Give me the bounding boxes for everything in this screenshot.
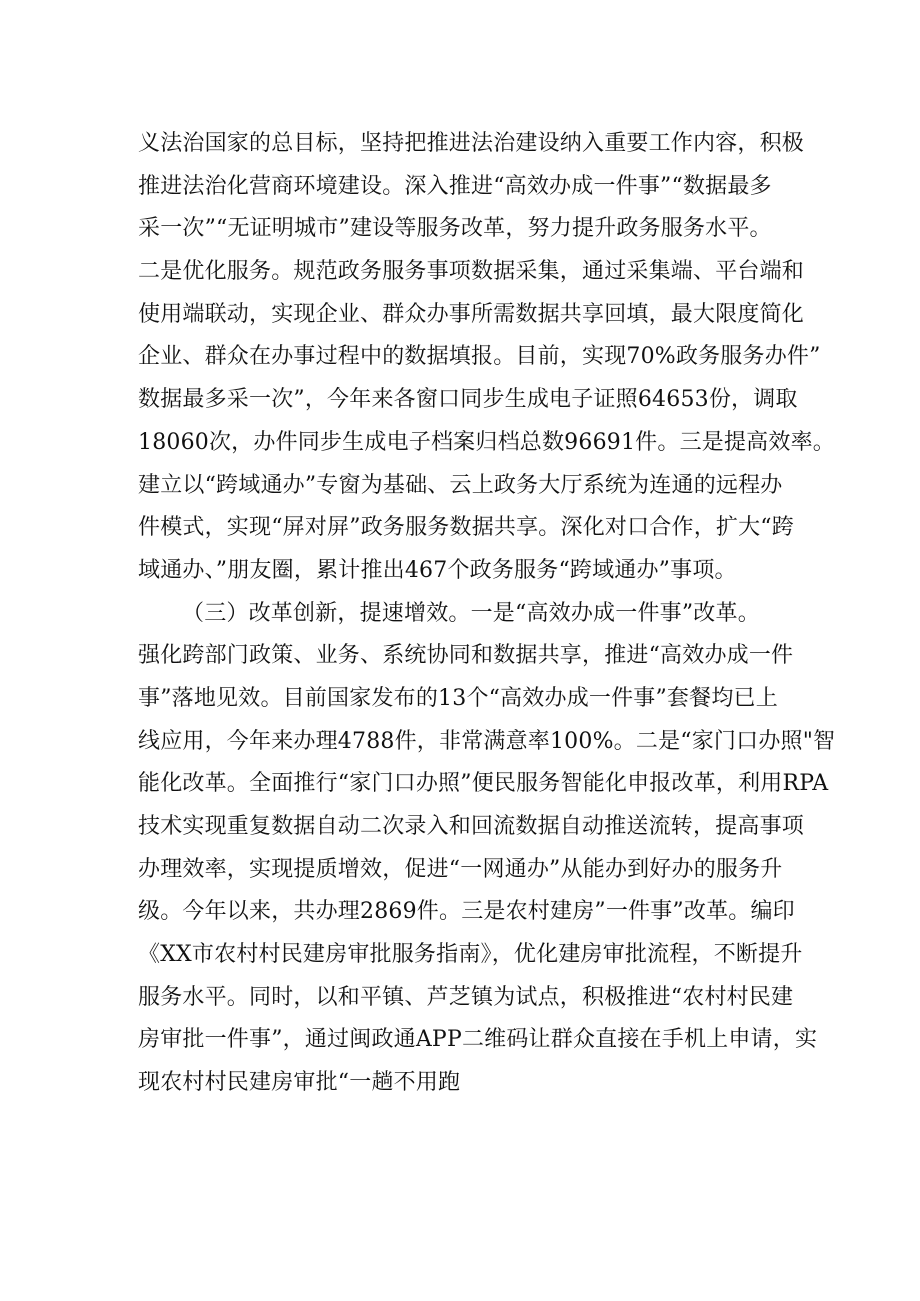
body-line-3: 采一次”“无证明城市”建设等服务改革，努力提升政务服务水平。 <box>138 216 772 242</box>
body-line-16: 能化改革。全面推行“家门口办照”便民服务智能化申报改革，利用RPA <box>138 771 829 797</box>
body-line-21: 服务水平。同时，以和平镇、芦芝镇为试点，积极推进“农村村民建 <box>138 984 794 1010</box>
body-line-10: 件模式，实现“屏对屏”政务服务数据共享。深化对口合作，扩大“跨 <box>138 515 794 541</box>
body-line-15: 线应用，今年来办理4788件，非常满意率100%。二是“家门口办照"智 <box>138 728 836 754</box>
body-line-17: 技术实现重复数据自动二次录入和回流数据自动推送流转，提高事项 <box>138 814 805 839</box>
body-line-14: 事”落地见效。目前国家发布的13个“高效办成一件事”套餐均已上 <box>138 685 778 711</box>
document-body <box>138 123 836 1105</box>
body-line-9: 建立以“跨域通办”专窗为基础、云上政务大厅系统为连通的远程办 <box>138 472 783 498</box>
body-line-20: 《XX市农村村民建房审批服务指南》，优化建房审批流程，不断提升 <box>138 942 803 968</box>
body-line-13: 强化跨部门政策、业务、系统协同和数据共享，推进“高效办成一件 <box>138 643 794 669</box>
body-line-18: 办理效率，实现提质增效，促进“一网通办”从能办到好办的服务升 <box>138 856 783 882</box>
body-line-5: 使用端联动，实现企业、群众办事所需数据共享回填，最大限度简化 <box>138 301 805 327</box>
body-line-22: 房审批一件事”，通过闽政通APP二维码让群众直接在手机上申请，实 <box>138 1027 818 1053</box>
body-line-2: 推进法治化营商环境建设。深入推进“高效办成一件事”“数据最多 <box>138 173 772 199</box>
section-heading-line: （三）改革创新，提速增效。一是“高效办成一件事”改革。 <box>182 600 760 626</box>
body-line-19: 级。今年以来，共办理2869件。三是农村建房”一件事”改革。编印 <box>138 899 795 925</box>
body-line-11: 域通办、”朋友圈，累计推出467个政务服务“跨域通办”事项。 <box>138 557 737 583</box>
body-line-23: 现农村村民建房审批“一趟不用跑 <box>138 1070 461 1096</box>
body-line-8: 18060次，办件同步生成电子档案归档总数96691件。三是提高效率。 <box>138 429 835 455</box>
body-line-6: 企业、群众在办事过程中的数据填报。目前，实现70%政务服务办件” <box>138 344 821 370</box>
body-line-4: 二是优化服务。规范政务服务事项数据采集，通过采集端、平台端和 <box>138 259 805 285</box>
body-line-7: 数据最多采一次”，今年来各窗口同步生成电子证照64653份，调取 <box>138 387 798 413</box>
body-line-1: 义法治国家的总目标，坚持把推进法治建设纳入重要工作内容，积极 <box>138 131 805 156</box>
